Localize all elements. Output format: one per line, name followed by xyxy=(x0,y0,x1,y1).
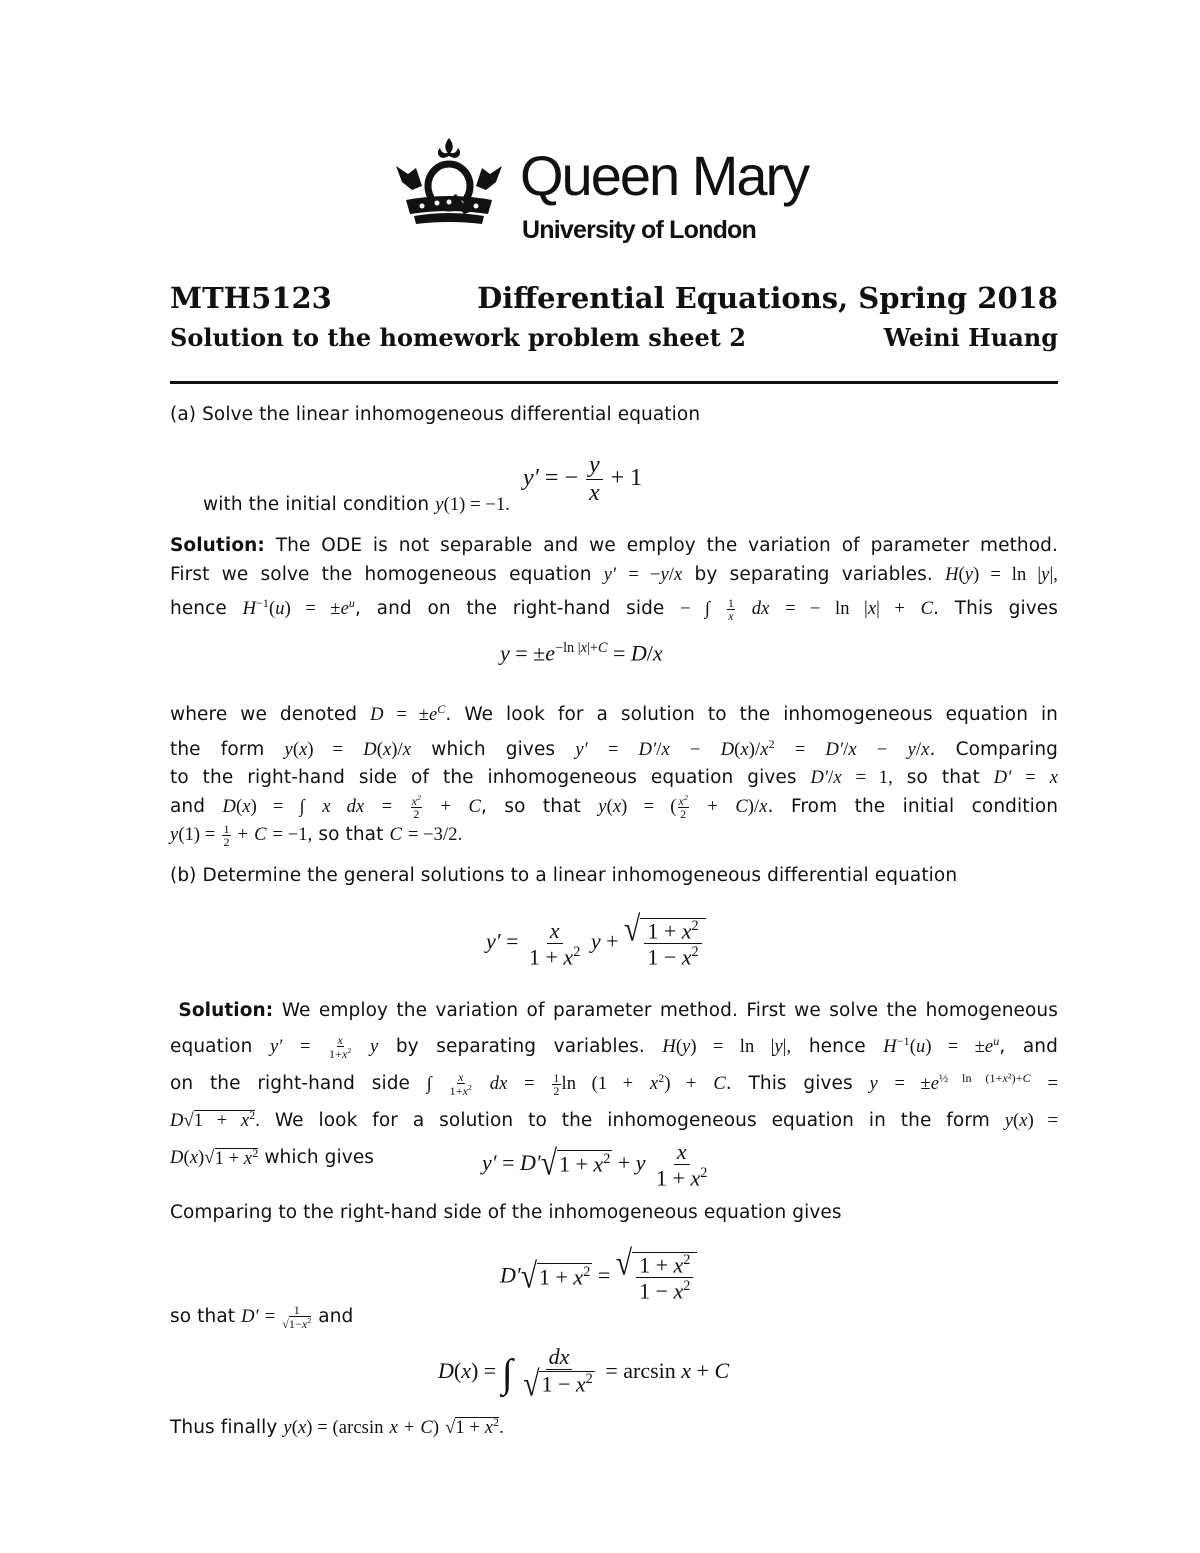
equation-a-homogeneous-solution: $y = \pm e^{-ln |x|+C} = D/x$ xyxy=(500,640,663,666)
sol-b-line-4-text: We look for a solution to the inhomogeneous equation in the form xyxy=(274,1110,990,1132)
sol-a-p2-line-2: the form y(x) = D(x)/x which gives $y' = D'/x - D(x)/x^2 = D'/x - y/x$. Comparing xyxy=(170,736,1059,760)
sol-a-p2-line-3: to the right-hand side of the inhomogeneous equation gives D′/x = 1, so that D′ = x xyxy=(170,767,1059,789)
sol-b-line-2: equation y′ = $\frac{x}{1+x^2}$ y by separating variables. H(y) = ln |y|, hence $H^{-1}(u) = \pm e^u$, and xyxy=(170,1033,1058,1062)
equation-a: y′ = − $\frac{y}{x}$ + 1 xyxy=(523,452,643,507)
equation-b-integral: D(x) = ∫ dx √ $1 - x^2$ = arcsin x + C xyxy=(438,1344,730,1405)
author-name: Weini Huang xyxy=(883,323,1058,352)
course-code: MTH5123 xyxy=(170,281,332,315)
sol-a-line-3a-text: hence xyxy=(170,598,227,620)
sol-a-p2-line-4b-text: so that xyxy=(504,795,581,817)
sol-b-line-5: $D(x)√1 + x^2$ which gives xyxy=(170,1145,375,1169)
sol-a-line-2-text: First we solve the homogeneous equation xyxy=(170,563,592,585)
initial-condition-text: with the initial condition xyxy=(203,494,430,515)
logo-subtitle: University of London xyxy=(522,216,757,244)
sol-a-p2-line-1a-text: where we denoted xyxy=(170,704,358,726)
and-text: and xyxy=(318,1306,354,1327)
sol-a-p2-line-4a-text: and xyxy=(170,795,206,817)
university-logo xyxy=(392,134,842,252)
sol-b-line-1 xyxy=(170,995,1058,1026)
initial-condition: with the initial condition y(1) = −1. xyxy=(203,494,511,515)
part-a-label: (a) xyxy=(170,404,197,425)
so-that-line: so that D′ = $\frac{1}{√1-x^2}$ and xyxy=(170,1303,354,1331)
sol-b-line-4: $D√1 + x^2$. We look for a solution to the inhomogeneous equation in the form y(x) = xyxy=(170,1108,1059,1132)
sol-a-line-2: First we solve the homogeneous equation y′ = −y/x by separating variables. H(y) = ln |y|, xyxy=(170,563,1058,585)
part-b-prompt xyxy=(170,865,957,886)
sol-a-p2-line-5-text: so that xyxy=(318,824,384,846)
solution-a-paragraph-2 xyxy=(170,695,1058,850)
sol-a-line-1 xyxy=(170,532,1058,561)
sol-a-p2-line-2b-text: which gives xyxy=(431,738,556,760)
sol-a-line-1-text: The ODE is not separable and we employ the variation of parameter method. xyxy=(275,535,1059,556)
part-a-prompt-text: Solve the linear inhomogeneous differential equation xyxy=(202,404,701,425)
equation-b-compare: D′ √ $1 + x^2$ = √ $\frac{1 + x^2}{1 - x^2}$ xyxy=(500,1252,697,1303)
sol-a-line-3: hence $H^{-1}(u) = \pm e^u$, and on the right-hand side − ∫ $\frac{1}{x}$ dx = − ln |x| + C. This gives xyxy=(170,595,1058,623)
equation-b-derivative: y′ = D′ √ $1 + x^2$ + y $\frac{x}{1 + x^2}$ xyxy=(482,1139,708,1191)
sol-b-line-3b-text: This gives xyxy=(748,1073,853,1095)
sol-a-p2-line-4: and D(x) = ∫ x dx = $\frac{x^2}{2}$ + C, so that y(x) = ( $\frac{x^2}{2}$ + C)/x. From the initial condition xyxy=(170,792,1059,821)
compare-text: Comparing to the right-hand side of the inhomogeneous equation gives xyxy=(170,1202,842,1223)
sol-b-line-2c-text: hence xyxy=(808,1036,866,1058)
sol-a-p2-line-2a-text: the form xyxy=(170,738,265,760)
sol-b-line-2a-text: equation xyxy=(170,1036,253,1058)
solution-a-paragraph-1 xyxy=(170,532,1058,624)
thus-text: Thus finally xyxy=(170,1417,278,1439)
solution-b-label: Solution: xyxy=(178,1000,274,1021)
logo-name: Queen Mary xyxy=(520,144,809,207)
equation-b: y′ = $\frac{x}{1 + x^2}$ y + √ $\frac{1 + x^2}{1 - x^2}$ xyxy=(486,918,706,969)
sol-a-p2-line-4c-text: From the initial condition xyxy=(790,795,1059,817)
part-b-label: (b) xyxy=(170,865,197,886)
so-that-text: so that xyxy=(170,1306,236,1327)
crown-icon xyxy=(392,134,507,234)
sol-b-line-5-text: which gives xyxy=(264,1147,375,1169)
sol-a-p2-line-2c-text: Comparing xyxy=(955,738,1059,760)
sol-b-line-2b-text: by separating variables. xyxy=(395,1036,645,1058)
sol-a-p2-line-5: y(1) = $\frac{1}{2}$ + C = −1, so that C = −3/2. xyxy=(170,821,463,849)
sol-b-line-2d-text: and xyxy=(1022,1036,1058,1058)
sol-a-p2-line-3a-text: to the right-hand side of the inhomogeneous equation gives xyxy=(170,767,797,789)
sol-a-p2-line-1b-text: We look for a solution to the inhomogeneous equation in xyxy=(464,704,1059,726)
sol-a-p2-line-3b-text: so that xyxy=(906,767,980,789)
sol-b-line-1-text: We employ the variation of parameter method. First we solve the homogeneous xyxy=(281,1000,1058,1021)
sol-b-line-3: on the right-hand side ∫ $\frac{x}{1+x^2}$ dx = $\frac{1}{2}$ $\ln (1 + x^2) + C$. This gives $y = \pm e^{\frac{1}{2} ln (1+x^2)+C}$ = xyxy=(170,1070,1058,1099)
sol-a-line-2b-text: by separating variables. xyxy=(694,563,933,585)
header-divider xyxy=(170,381,1058,384)
sol-b-line-3a-text: on the right-hand side xyxy=(170,1073,411,1095)
sol-a-line-3b-text: and on the right-hand side xyxy=(376,598,665,620)
final-result: Thus finally y(x) = (arcsin x + C) $√1 + x^2$. xyxy=(170,1415,504,1439)
sol-a-p2-line-1: where we denoted $D = \pm e^C$. We look for a solution to the inhomogeneous equation in xyxy=(170,702,1059,726)
part-a-prompt xyxy=(170,404,700,425)
sol-a-line-3c-text: This gives xyxy=(954,598,1058,620)
course-title: Differential Equations, Spring 2018 xyxy=(477,281,1058,315)
sheet-title: Solution to the homework problem sheet 2 xyxy=(170,323,746,352)
part-b-prompt-text: Determine the general solutions to a linear inhomogeneous differential equation xyxy=(202,865,958,886)
solution-a-label: Solution: xyxy=(170,535,265,556)
